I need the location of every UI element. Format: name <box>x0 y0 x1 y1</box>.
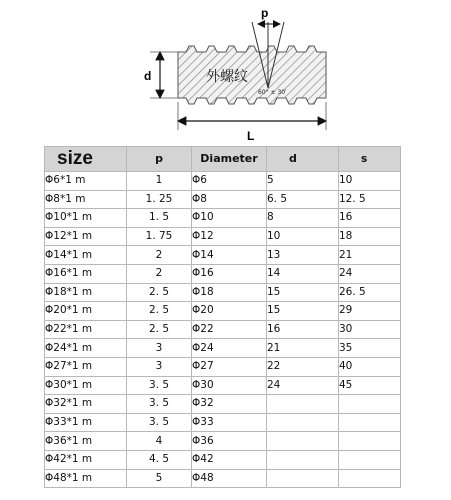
cell-d: 16 <box>267 320 339 339</box>
cell-s: 35 <box>339 339 401 358</box>
cell-p: 1. 5 <box>127 209 192 228</box>
cell-s: 12. 5 <box>339 190 401 209</box>
cell-size: Φ16*1 m <box>45 264 127 283</box>
cell-diameter: Φ42 <box>192 450 267 469</box>
header-diameter: Diameter <box>192 147 267 172</box>
cell-p: 2. 5 <box>127 302 192 321</box>
cell-d: 6. 5 <box>267 190 339 209</box>
cell-size: Φ6*1 m <box>45 172 127 191</box>
table-row <box>45 264 401 283</box>
cell-diameter: Φ8 <box>192 190 267 209</box>
table-row <box>45 246 401 265</box>
cell-diameter: Φ27 <box>192 357 267 376</box>
l-label: L <box>247 129 255 143</box>
table-row <box>45 357 401 376</box>
cell-size: Φ8*1 m <box>45 190 127 209</box>
cell-p: 3 <box>127 357 192 376</box>
cell-size: Φ32*1 m <box>45 395 127 414</box>
cell-diameter: Φ48 <box>192 469 267 488</box>
cell-size: Φ36*1 m <box>45 432 127 451</box>
table-row <box>45 302 401 321</box>
cell-p: 3. 5 <box>127 376 192 395</box>
table-row <box>45 320 401 339</box>
table-row <box>45 432 401 451</box>
cell-d <box>267 469 339 488</box>
cell-d: 10 <box>267 227 339 246</box>
cell-p: 2 <box>127 264 192 283</box>
cell-s: 16 <box>339 209 401 228</box>
cell-p: 3. 5 <box>127 413 192 432</box>
cell-diameter: Φ32 <box>192 395 267 414</box>
table-row <box>45 339 401 358</box>
cell-diameter: Φ20 <box>192 302 267 321</box>
cell-p: 2. 5 <box>127 320 192 339</box>
cell-d: 14 <box>267 264 339 283</box>
cell-p: 1 <box>127 172 192 191</box>
cell-size: Φ10*1 m <box>45 209 127 228</box>
table-row <box>45 209 401 228</box>
cell-p: 2. 5 <box>127 283 192 302</box>
cell-s: 10 <box>339 172 401 191</box>
table-row <box>45 469 401 488</box>
cell-d <box>267 450 339 469</box>
cell-p: 3. 5 <box>127 395 192 414</box>
d-label: d <box>144 69 152 83</box>
cell-s: 18 <box>339 227 401 246</box>
thread-diagram <box>0 0 451 146</box>
cell-size: Φ22*1 m <box>45 320 127 339</box>
cell-s <box>339 432 401 451</box>
cell-diameter: Φ16 <box>192 264 267 283</box>
cell-d: 8 <box>267 209 339 228</box>
cell-d: 5 <box>267 172 339 191</box>
thread-body <box>178 46 326 104</box>
table-row <box>45 190 401 209</box>
cell-size: Φ24*1 m <box>45 339 127 358</box>
cell-d: 24 <box>267 376 339 395</box>
cell-p: 4. 5 <box>127 450 192 469</box>
header-p: p <box>127 147 192 172</box>
header-s: s <box>339 147 401 172</box>
cell-p: 3 <box>127 339 192 358</box>
cell-size: Φ33*1 m <box>45 413 127 432</box>
cell-diameter: Φ12 <box>192 227 267 246</box>
cell-s: 40 <box>339 357 401 376</box>
cell-p: 5 <box>127 469 192 488</box>
cell-diameter: Φ18 <box>192 283 267 302</box>
cell-diameter: Φ22 <box>192 320 267 339</box>
header-d: d <box>267 147 339 172</box>
cell-diameter: Φ24 <box>192 339 267 358</box>
cell-size: Φ30*1 m <box>45 376 127 395</box>
cell-s <box>339 450 401 469</box>
cell-diameter: Φ6 <box>192 172 267 191</box>
cell-s <box>339 413 401 432</box>
cell-p: 2 <box>127 246 192 265</box>
cell-size: Φ20*1 m <box>45 302 127 321</box>
cell-size: Φ12*1 m <box>45 227 127 246</box>
cell-size: Φ27*1 m <box>45 357 127 376</box>
table-row <box>45 283 401 302</box>
cell-s: 26. 5 <box>339 283 401 302</box>
angle-label: 60° ± 30′ <box>258 89 287 96</box>
cell-diameter: Φ14 <box>192 246 267 265</box>
cell-d: 15 <box>267 283 339 302</box>
cell-diameter: Φ10 <box>192 209 267 228</box>
cell-s: 24 <box>339 264 401 283</box>
header-size: size <box>45 147 127 172</box>
cell-d: 22 <box>267 357 339 376</box>
table-row <box>45 376 401 395</box>
cell-diameter: Φ30 <box>192 376 267 395</box>
thread-spec-table <box>44 146 401 488</box>
table-row <box>45 395 401 414</box>
cell-p: 1. 25 <box>127 190 192 209</box>
cell-d <box>267 413 339 432</box>
cell-s <box>339 469 401 488</box>
table-header-row <box>45 147 401 172</box>
cell-s: 45 <box>339 376 401 395</box>
cell-size: Φ42*1 m <box>45 450 127 469</box>
cell-s: 30 <box>339 320 401 339</box>
cell-d <box>267 395 339 414</box>
table-row <box>45 172 401 191</box>
cell-d: 21 <box>267 339 339 358</box>
cell-size: Φ18*1 m <box>45 283 127 302</box>
cell-diameter: Φ36 <box>192 432 267 451</box>
cell-s: 29 <box>339 302 401 321</box>
cell-p: 1. 75 <box>127 227 192 246</box>
cell-p: 4 <box>127 432 192 451</box>
thread-caption: 外螺纹 <box>206 69 248 85</box>
cell-d: 13 <box>267 246 339 265</box>
cell-s <box>339 395 401 414</box>
table-row <box>45 227 401 246</box>
cell-size: Φ14*1 m <box>45 246 127 265</box>
pitch-label: p <box>261 6 269 20</box>
cell-diameter: Φ33 <box>192 413 267 432</box>
cell-s: 21 <box>339 246 401 265</box>
cell-d <box>267 432 339 451</box>
table-row <box>45 413 401 432</box>
cell-size: Φ48*1 m <box>45 469 127 488</box>
cell-d: 15 <box>267 302 339 321</box>
table-row <box>45 450 401 469</box>
